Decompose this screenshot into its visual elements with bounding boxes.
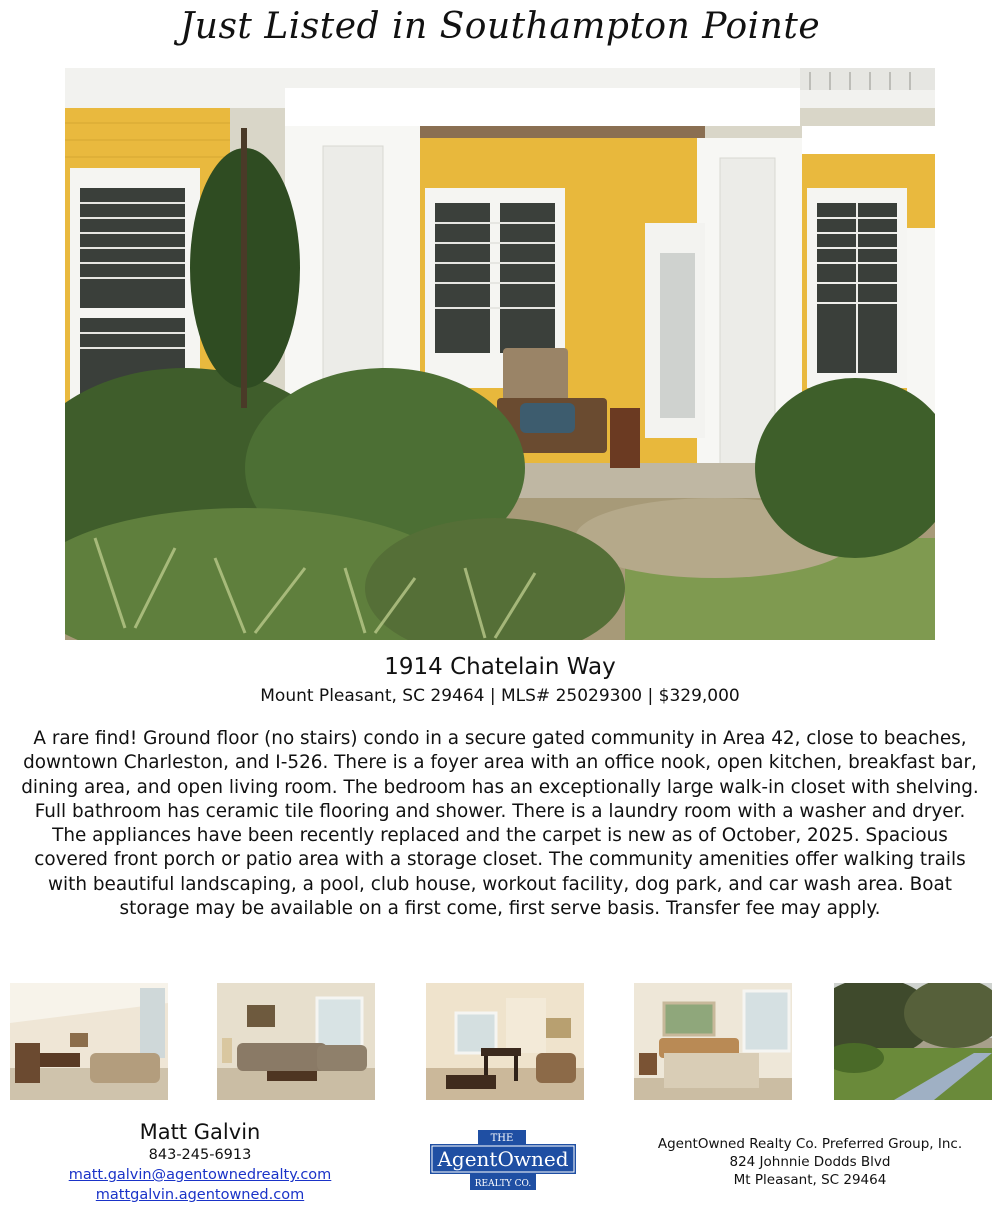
agent-website-link[interactable]: mattgalvin.agentowned.com <box>95 1187 305 1203</box>
living-room-photo <box>10 983 168 1100</box>
living-room-photo-2 <box>217 983 375 1100</box>
walking-trail-photo <box>834 983 992 1100</box>
svg-text:AgentOwned: AgentOwned <box>437 1147 569 1171</box>
agentowned-logo <box>428 1128 578 1194</box>
agent-email-link[interactable]: matt.galvin@agentownedrealty.com <box>68 1167 332 1183</box>
svg-text:THE: THE <box>490 1133 514 1144</box>
dining-kitchen-photo <box>426 983 584 1100</box>
office-name: AgentOwned Realty Co. Preferred Group, Inc. <box>657 1136 963 1152</box>
svg-text:REALTY CO.: REALTY CO. <box>474 1179 532 1189</box>
flyer-headline: Just Listed in Southampton Pointe <box>179 6 821 47</box>
bedroom-photo <box>634 983 792 1100</box>
office-city: Mt Pleasant, SC 29464 <box>733 1172 887 1188</box>
agent-phone[interactable]: 843-245-6913 <box>148 1147 252 1163</box>
office-street: 824 Johnnie Dodds Blvd <box>729 1154 891 1170</box>
listing-description: A rare find! Ground floor (no stairs) condo in a secure gated community in Area 42, close to beaches, downtown Charleston, and I-526. There is a foyer area with an office nook, open kitchen, breakfast bar, dining area, and open living room. The bedroom has an exceptionally large walk-in closet with shelving. Full bathroom has ceramic tile flooring and shower. There is a laundry room with a washer and dryer. The appliances have been recently replaced and the carpet is new as of October, 2025. Spacious covered front porch or patio area with a storage closet. The community amenities offer walking trails with beautiful landscaping, a pool, club house, workout facility, dog park, and car wash area. Boat storage may be available on a first come, first serve basis. Transfer fee may apply. <box>21 728 979 920</box>
agent-name: Matt Galvin <box>139 1120 261 1144</box>
listing-location-price: Mount Pleasant, SC 29464 | MLS# 25029300 | $329,000 <box>260 686 740 706</box>
listing-address: 1914 Chatelain Way <box>384 654 616 680</box>
hero-photo <box>65 68 935 640</box>
